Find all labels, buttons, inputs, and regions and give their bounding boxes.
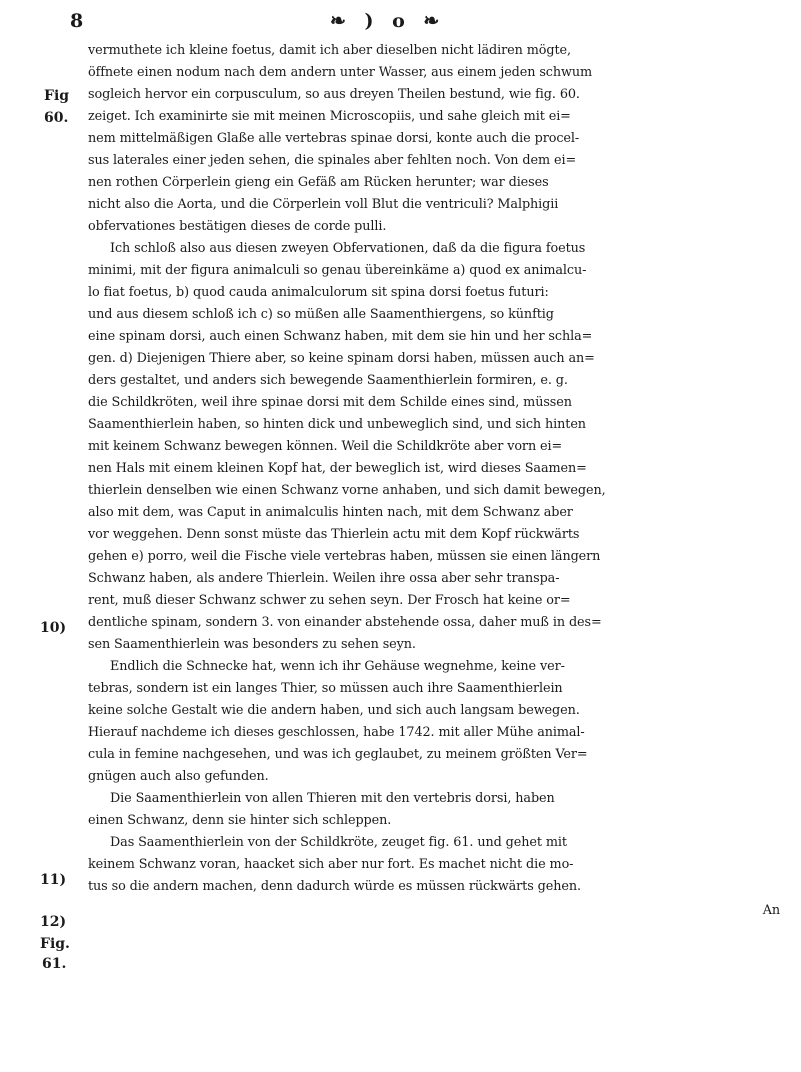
margin-note-10: 10) [40, 620, 67, 636]
text-line: cula in femine nachgesehen, und was ich geglaubet, zu meinem größten Ver= [88, 747, 588, 762]
text-line: Endlich die Schnecke hat, wenn ich ihr Gehäuse wegnehme, keine ver- [110, 659, 565, 674]
text-line: tebras, sondern ist ein langes Thier, so müssen auch ihre Saamenthierlein [88, 681, 563, 696]
text-line: vor weggehen. Denn sonst müste das Thierlein actu mit dem Kopf rückwärts [88, 527, 580, 542]
text-line: also mit dem, was Caput in animalculis hinten nach, mit dem Schwanz aber [88, 505, 573, 520]
running-header [70, 8, 750, 38]
text-line: nem mittelmäßigen Glaße alle vertebras spinae dorsi, konte auch die procel- [88, 131, 580, 146]
text-line: Hierauf nachdeme ich dieses geschlossen, habe 1742. mit aller Mühe animal- [88, 725, 585, 740]
text-line: sen Saamenthierlein was besonders zu sehen seyn. [88, 637, 416, 652]
text-line: sus laterales einer jeden sehen, die spinales aber fehlten noch. Von dem ei= [88, 153, 577, 168]
text-line: Saamenthierlein haben, so hinten dick und unbeweglich sind, und sich hinten [88, 417, 586, 432]
text-line: gnügen auch also gefunden. [88, 769, 269, 784]
text-line: gen. d) Diejenigen Thiere aber, so keine spinam dorsi haben, müssen auch an= [88, 351, 595, 366]
text-line: keine solche Gestalt wie die andern haben, und sich auch langsam bewegen. [88, 703, 580, 718]
margin-note-fig-61: Fig. [40, 936, 70, 952]
text-line: sogleich hervor ein corpusculum, so aus dreyen Theilen bestund, wie fig. 60. [88, 87, 580, 102]
text-line: einen Schwanz, denn sie hinter sich schleppen. [88, 813, 392, 828]
text-line: lo fiat foetus, b) quod cauda animalculorum sit spina dorsi foetus futuri: [88, 285, 549, 300]
text-line: Schwanz haben, als andere Thierlein. Weilen ihre ossa aber sehr transpa- [88, 571, 560, 586]
text-line: rent, muß dieser Schwanz schwer zu sehen seyn. Der Frosch hat keine or= [88, 593, 571, 608]
margin-note-11: 11) [40, 872, 67, 888]
text-line: zeiget. Ich examinirte sie mit meinen Microscopiis, und sahe gleich mit ei= [88, 109, 571, 124]
text-line: Das Saamenthierlein von der Schildkröte, zeuget fig. 61. und gehet mit [110, 835, 567, 850]
page-number: 8 [70, 10, 84, 32]
text-line: nicht also die Aorta, und die Cörperlein voll Blut die ventriculi? Malphigii [88, 197, 559, 212]
catchword: An [762, 903, 780, 918]
text-line: obfervationes bestätigen dieses de corde pulli. [88, 219, 387, 234]
text-line: und aus diesem schloß ich c) so müßen alle Saamenthiergens, so künftig [88, 307, 554, 322]
margin-note-61: 61. [42, 956, 67, 972]
margin-note-60: 60. [44, 110, 69, 126]
margin-note-fig: Fig [44, 88, 70, 104]
text-line: Die Saamenthierlein von allen Thieren mit den vertebris dorsi, haben [110, 791, 555, 806]
text-line: nen rothen Cörperlein gieng ein Gefäß am Rücken herunter; war dieses [88, 175, 549, 190]
text-line: die Schildkröten, weil ihre spinae dorsi mit dem Schilde eines sind, müssen [88, 395, 572, 410]
text-line: minimi, mit der figura animalculi so genau übereinkäme a) quod ex animalcu- [88, 263, 587, 278]
text-line: ders gestaltet, und anders sich bewegende Saamenthierlein formiren, e. g. [88, 373, 568, 388]
text-line: Ich schloß also aus diesen zweyen Obfervationen, daß da die figura foetus [110, 241, 586, 256]
text-line: thierlein denselben wie einen Schwanz vorne anhaben, und sich damit bewegen, [88, 483, 606, 498]
text-line: eine spinam dorsi, auch einen Schwanz haben, mit dem sie hin und her schla= [88, 329, 593, 344]
text-line: dentliche spinam, sondern 3. von einander abstehende ossa, daher muß in des= [88, 615, 602, 630]
text-line: öffnete einen nodum nach dem andern unter Wasser, aus einem jeden schwum [88, 65, 593, 80]
text-line: mit keinem Schwanz bewegen können. Weil die Schildkröte aber vorn ei= [88, 439, 563, 454]
text-line: keinem Schwanz voran, haacket sich aber nur fort. Es machet nicht die mo- [88, 857, 574, 872]
text-line: tus so die andern machen, denn dadurch würde es müssen rückwärts gehen. [88, 879, 581, 894]
header-ornament: ❧ ) o ❧ [330, 10, 446, 32]
text-line: vermuthete ich kleine foetus, damit ich aber dieselben nicht lädiren mögte, [88, 43, 571, 58]
text-line: nen Hals mit einem kleinen Kopf hat, der beweglich ist, wird dieses Saamen= [88, 461, 587, 476]
margin-note-12: 12) [40, 914, 67, 930]
text-line: gehen e) porro, weil die Fische viele vertebras haben, müssen sie einen längern [88, 549, 601, 564]
